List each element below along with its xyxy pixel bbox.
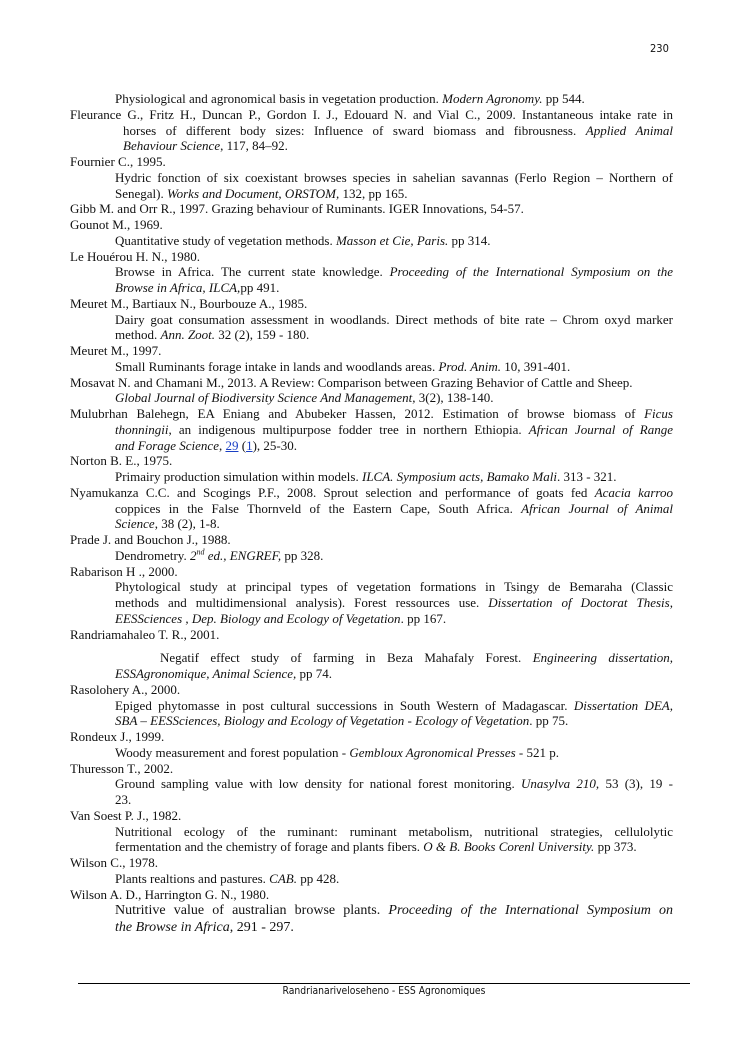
ref-text: fermentation and the chemistry of forage and plants fibers.: [115, 839, 424, 855]
volume-link[interactable]: 29: [225, 437, 239, 453]
ref-source: CAB.: [269, 870, 297, 886]
ref-source: the Browse in Africa: [115, 920, 230, 936]
ref-text: pp 314.: [448, 232, 491, 248]
ref-text: 53 (3), 19 -: [599, 776, 673, 792]
footer-rule: [78, 983, 690, 984]
ref-species: Acacia karroo: [594, 484, 673, 500]
reference-meuret-1997: [70, 343, 673, 375]
ref-source: ESSAgronomique, Animal Science,: [115, 666, 297, 681]
ref-superscript: nd: [196, 547, 205, 557]
ref-text: . pp 167.: [400, 610, 447, 626]
ref-text: Small Ruminants forage intake in lands and woodlands areas.: [115, 358, 439, 374]
footer-text: Randrianariveloseheno - ESS Agronomiques: [282, 985, 486, 997]
ref-head: Norton B. E., 1975.: [70, 453, 173, 469]
ref-source: Browse in Africa, ILCA,: [115, 280, 241, 295]
ref-source: Proceeding of the International Symposium on the: [389, 264, 673, 280]
issue-link[interactable]: 1: [246, 437, 253, 453]
reference-mosavat: [70, 375, 673, 407]
ref-text: coppices in the False Thornveld of the Eastern Cape, South Africa.: [115, 500, 522, 516]
ref-source: Dissertation of Doctorat Thesis,: [488, 595, 673, 610]
ref-source: Behaviour Science: [123, 138, 221, 154]
ref-source: Modern Agronomy.: [442, 91, 543, 106]
ref-head: Randriamahaleo T. R., 2001.: [70, 626, 220, 642]
ref-source: Works and Document, ORSTOM,: [166, 185, 340, 201]
ref-text: Hydric fonction of six coexistant browses species in sahelian savannas (Ferlo Region – Northern of: [115, 169, 673, 185]
reference-norton: [70, 453, 673, 485]
reference-randriamahaleo: [70, 627, 673, 682]
ref-source: 2: [189, 547, 197, 563]
ref-text: Ground sampling value with low density for national forest monitoring.: [115, 776, 522, 792]
ref-source: ILCA. Symposium acts, Bamako Mali: [361, 469, 557, 484]
ref-head: Wilson A. D., Harrington G. N., 1980.: [70, 886, 270, 902]
reference-rondeux: [70, 729, 673, 761]
ref-text: pp 373.: [594, 839, 637, 855]
ref-source: Dissertation DEA,: [573, 697, 673, 713]
ref-text: ,: [218, 437, 226, 453]
ref-text: 3(2), 138-140.: [415, 390, 494, 406]
ref-head: Nyamukanza C.C. and Scogings P.F., 2008. Sprout selection and performance of goats fed: [70, 484, 595, 500]
ref-text: Negatif effect study of farming in Beza Mahafaly Forest.: [160, 650, 533, 666]
reference-gounot: [70, 217, 673, 249]
reference-prade: [70, 532, 673, 564]
ref-head: Le Houérou H. N., 1980.: [70, 248, 200, 264]
ref-source: Applied Animal: [585, 122, 674, 138]
reference-fournier: [70, 154, 673, 201]
reference-mulubrhan: [70, 406, 673, 453]
ref-source: and Forage Science: [115, 437, 219, 453]
ref-text: horses of different body sizes: Influence of sward biomass and fibrousness.: [123, 122, 586, 138]
ref-source: African Journal of Animal: [521, 500, 673, 516]
ref-text: . 313 - 321.: [556, 469, 617, 484]
ref-text: (: [238, 437, 247, 453]
ref-head: Mulubrhan Balehegn, EA Eniang and Abubeker Hassen, 2012. Estimation of browse biomass of: [70, 406, 645, 421]
ref-text: Nutritive value of australian browse plants.: [115, 903, 389, 919]
ref-text: 132, pp 165.: [339, 185, 408, 201]
ref-head: Mosavat N. and Chamani M., 2013. A Review: Comparison between Grazing Behavior of Cattle and Sheep.: [70, 374, 633, 390]
ref-source: Global Journal of Biodiversity Science And Management,: [115, 390, 416, 406]
ref-head: Rondeux J., 1999.: [70, 729, 165, 744]
ref-text: Physiological and agronomical basis in vegetation production.: [115, 91, 443, 106]
ref-source: O & B. Books Corenl University.: [423, 839, 595, 855]
reference-wilson-ad: [70, 887, 673, 937]
ref-source: EESSciences , Dep. Biology and Ecology of Vegetation: [115, 610, 401, 626]
ref-text: 23.: [115, 792, 132, 807]
ref-text: ), 25-30.: [252, 437, 297, 453]
ref-species: Ficus: [644, 406, 673, 421]
ref-text: Browse in Africa. The current state knowledge.: [115, 264, 390, 280]
ref-source: Science: [115, 516, 155, 532]
ref-source: ed., ENGREF,: [204, 547, 282, 563]
ref-text: , 38 (2), 1-8.: [154, 516, 220, 532]
ref-text: Woody measurement and forest population -: [115, 744, 350, 760]
ref-text: pp 544.: [542, 91, 585, 106]
ref-head: Fleurance G., Fritz H., Duncan P., Gordon I. J., Edouard N. and Vial C., 2009. Instantaneous intake rate in: [70, 106, 673, 122]
ref-head: Rabarison H ., 2000.: [70, 563, 178, 579]
reference-list: [70, 91, 673, 936]
reference-rabarison: [70, 564, 673, 627]
ref-text: Epiged phytomasse in post cultural successions in South Western of Madagascar.: [115, 697, 574, 713]
ref-text: Primairy production simulation within models.: [115, 469, 362, 484]
ref-source: Gembloux Agronomical Presses: [349, 744, 516, 760]
reference-wilson-c: [70, 855, 673, 887]
ref-text: 32 (2), 159 - 180.: [215, 327, 310, 343]
ref-source: Proceeding of the International Symposium on: [388, 903, 673, 919]
ref-source: Engineering dissertation,: [532, 650, 673, 666]
ref-text: Nutritional ecology of the ruminant: ruminant metabolism, nutritional strategies, cellulolytic: [115, 823, 673, 839]
ref-text: Quantitative study of vegetation methods.: [115, 232, 336, 248]
ref-text: methods and multidimensional analysis). Forest ressources use.: [115, 595, 489, 610]
reference-gibb: Gibb M. and Orr R., 1997. Grazing behaviour of Ruminants. IGER Innovations, 54-57.: [70, 201, 524, 217]
ref-source: Prod. Anim.: [438, 358, 501, 374]
ref-text: method.: [115, 327, 161, 343]
ref-head: Van Soest P. J., 1982.: [70, 807, 182, 823]
ref-text: pp 491.: [240, 280, 280, 295]
ref-text: Plants realtions and pastures.: [115, 870, 270, 886]
reference-continuation: [70, 91, 673, 107]
reference-fleurance: [70, 107, 673, 154]
ref-text: pp 328.: [281, 547, 324, 563]
ref-head: Thuresson T., 2002.: [70, 760, 174, 776]
reference-thuresson: [70, 761, 673, 808]
ref-head: Meuret M., Bartiaux N., Bourbouze A., 1985.: [70, 295, 308, 311]
ref-head: Prade J. and Bouchon J., 1988.: [70, 532, 231, 547]
ref-text: Dendrometry.: [115, 547, 190, 563]
ref-source: Unasylva 210,: [521, 776, 600, 792]
ref-text: . pp 75.: [529, 713, 569, 729]
ref-source: Masson et Cie, Paris.: [335, 232, 449, 248]
reference-meuret-1985: [70, 296, 673, 343]
ref-text: Phytological study at principal types of vegetation formations in Tsingy de Bemaraha (Classic: [115, 579, 673, 595]
ref-source: Ann. Zoot.: [160, 327, 216, 343]
ref-text: pp 74.: [296, 666, 332, 681]
ref-head: Gounot M., 1969.: [70, 217, 163, 232]
ref-source: SBA – EESSciences, Biology and Ecology of Vegetation - Ecology of Vegetation: [115, 713, 530, 729]
ref-text: , 291 - 297.: [229, 920, 294, 936]
reference-nyamukanza: [70, 485, 673, 532]
reference-van-soest: [70, 808, 673, 855]
ref-text: , 117, 84–92.: [220, 138, 288, 154]
reference-le-houerou: [70, 249, 673, 296]
ref-head: Wilson C., 1978.: [70, 855, 158, 870]
ref-head: Rasolohery A., 2000.: [70, 681, 181, 697]
ref-head: Meuret M., 1997.: [70, 343, 162, 358]
ref-text: Dairy goat consumation assessment in woodlands. Direct methods of bite rate – Chrom oxyd marker: [115, 311, 673, 327]
ref-text: pp 428.: [296, 870, 340, 886]
reference-rasolohery: [70, 682, 673, 729]
ref-text: , an indigenous multipurpose fodder tree in northern Ethiopia.: [168, 421, 529, 437]
ref-text: 10, 391-401.: [500, 358, 571, 374]
ref-source: African Journal of Range: [528, 421, 673, 437]
ref-species: thonningii: [115, 421, 169, 437]
ref-text: - 521 p.: [515, 744, 560, 760]
page-number: 230: [650, 42, 669, 55]
ref-text: Senegal).: [115, 185, 167, 201]
ref-head: Fournier C., 1995.: [70, 154, 166, 169]
